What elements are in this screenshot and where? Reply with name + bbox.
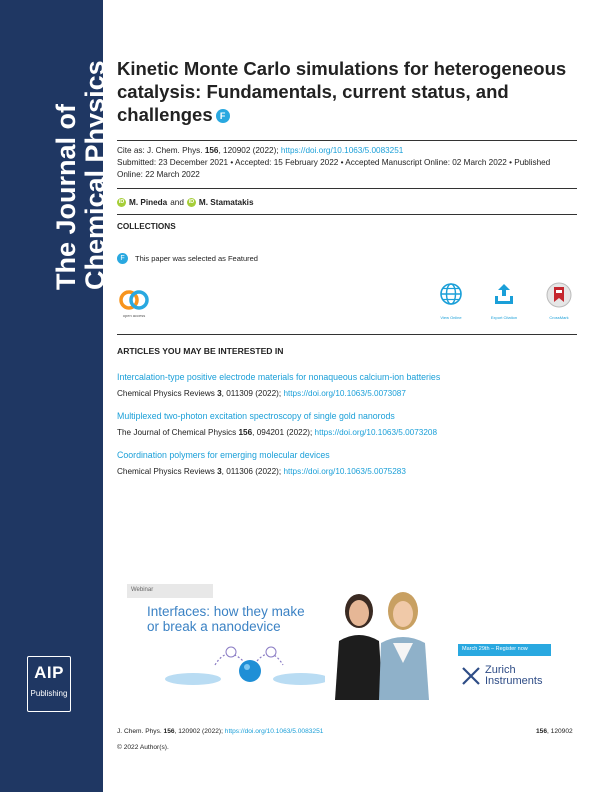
open-access-logo[interactable] (117, 288, 151, 318)
globe-icon (439, 282, 463, 306)
related-article-title[interactable]: Intercalation-type positive electrode materials for nonaqueous calcium-ion batteries (117, 372, 441, 382)
open-access-label: open access (122, 313, 146, 318)
aip-logo-subtext: Publishing (30, 689, 68, 698)
citation-line: Cite as: J. Chem. Phys. 156, 120902 (2022); https://doi.org/10.1063/5.0083251 (117, 146, 404, 155)
crossmark-icon (546, 282, 572, 308)
divider (117, 140, 577, 141)
crossmark-label: CrossMark (549, 315, 569, 320)
zurich-instruments-logo (461, 665, 542, 687)
related-article (117, 450, 587, 477)
doi-link[interactable]: https://doi.org/10.1063/5.0075283 (283, 467, 406, 476)
related-article-citation: Chemical Physics Reviews 3, 011309 (2022); https://doi.org/10.1063/5.0073087 (117, 389, 406, 398)
presenters-photo (321, 583, 441, 700)
brand-text (485, 665, 542, 687)
doi-link[interactable]: https://doi.org/10.1063/5.0083251 (280, 146, 404, 155)
export-icon (492, 282, 516, 306)
orcid-icon[interactable]: iD (118, 199, 125, 205)
journal-title-line2: Chemical Physics (80, 60, 110, 290)
featured-badge-icon[interactable]: F (216, 109, 230, 123)
journal-title (52, 60, 110, 290)
divider (117, 214, 577, 215)
journal-sidebar (0, 0, 110, 792)
related-article-title[interactable]: Multiplexed two-photon excitation spectroscopy of single gold nanorods (117, 411, 395, 421)
featured-badge-icon: F (117, 253, 128, 264)
webinar-tag: Webinar (127, 584, 213, 598)
doi-link[interactable]: https://doi.org/10.1063/5.0083251 (224, 728, 324, 735)
orcid-icon[interactable]: iD (188, 199, 195, 205)
featured-note-text: This paper was selected as Featured (135, 254, 258, 263)
ad-headline-line1: Interfaces: how they make (147, 604, 305, 619)
featured-note (117, 253, 258, 264)
publication-dates: Submitted: 23 December 2021 • Accepted: 15 February 2022 • Accepted Manuscript Online: 02 March 2022 • Published Online: 22 March 2022 (117, 158, 551, 179)
copyright: © 2022 Author(s). (117, 744, 169, 751)
related-article (117, 372, 587, 399)
article-title: Kinetic Monte Carlo simulations for heterogeneous catalysis: Fundamentals, current status, and challenges F (117, 58, 567, 125)
author-joiner: and (170, 198, 184, 207)
footer-citation: J. Chem. Phys. 156, 120902 (2022); https://doi.org/10.1063/5.0083251 (117, 728, 324, 735)
footer-page-number: 156, 120902 (536, 728, 573, 735)
export-citation-button[interactable] (484, 282, 524, 320)
journal-title-line1: The Journal of (51, 103, 81, 290)
open-access-icon (118, 288, 150, 312)
aip-publishing-logo[interactable] (27, 656, 71, 712)
ad-headline-line2: or break a nanodevice (147, 619, 281, 634)
nanodevice-illustration (165, 635, 325, 695)
author-name[interactable]: M. Stamatakis (198, 198, 254, 207)
brand-line2: Instruments (485, 675, 543, 687)
view-online-label: View Online (440, 315, 462, 320)
related-article-citation: The Journal of Chemical Physics 156, 094201 (2022); https://doi.org/10.1063/5.0073208 (117, 428, 438, 437)
divider (117, 334, 577, 335)
doi-link[interactable]: https://doi.org/10.1063/5.0073208 (314, 428, 438, 437)
related-article-title[interactable]: Coordination polymers for emerging molecular devices (117, 450, 330, 460)
aip-logo-text: AIP (34, 663, 64, 682)
collections-heading: COLLECTIONS (117, 222, 176, 231)
webinar-advertisement[interactable] (125, 577, 556, 700)
crossmark-button[interactable] (539, 282, 579, 320)
related-articles-heading: ARTICLES YOU MAY BE INTERESTED IN (117, 346, 284, 356)
zurich-instruments-icon (461, 666, 481, 686)
ad-headline (147, 604, 305, 634)
export-citation-label: Export Citation (490, 315, 518, 320)
author-list (117, 198, 254, 207)
author-name[interactable]: M. Pineda (129, 198, 168, 207)
register-now-button[interactable]: March 29th – Register now (458, 644, 551, 656)
brand-line1: Zurich (485, 664, 516, 676)
view-online-button[interactable] (431, 282, 471, 320)
related-article-citation: Chemical Physics Reviews 3, 011306 (2022); https://doi.org/10.1063/5.0075283 (117, 467, 406, 476)
doi-link[interactable]: https://doi.org/10.1063/5.0073087 (283, 389, 406, 398)
divider (117, 188, 577, 189)
related-article (117, 411, 587, 438)
